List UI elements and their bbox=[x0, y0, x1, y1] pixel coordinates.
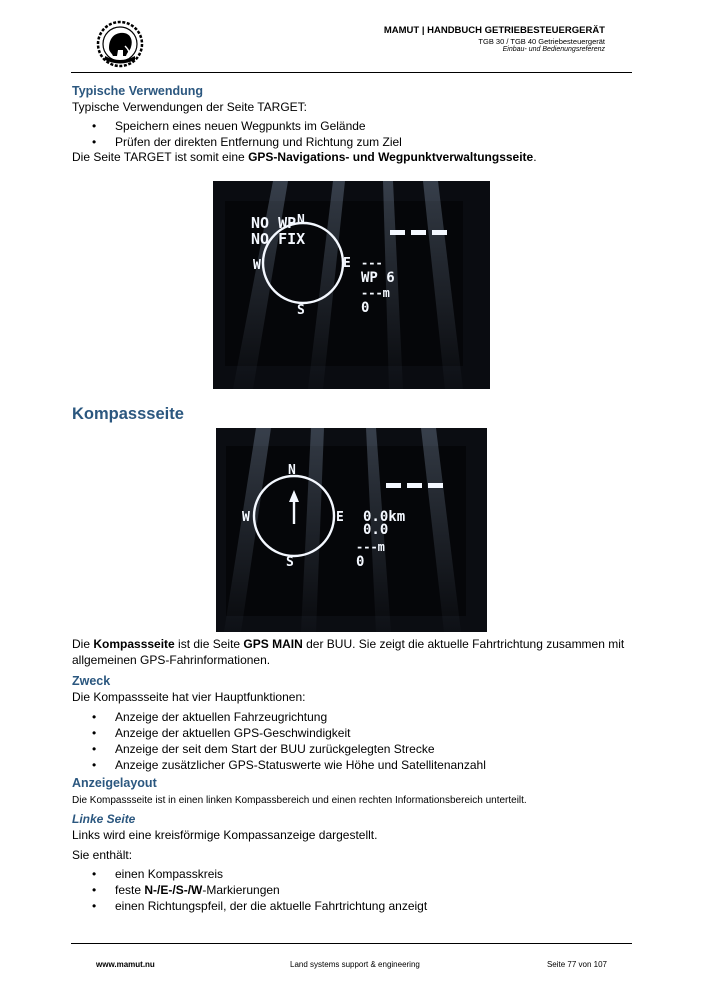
target-speed-text: --- bbox=[361, 256, 383, 270]
target-west-label: W bbox=[253, 258, 261, 273]
list-item: • Anzeige der seit dem Start der BUU zurückgelegten Strecke bbox=[72, 741, 486, 757]
compass-west-label: W bbox=[242, 510, 250, 525]
target-uses-list bbox=[72, 118, 402, 150]
list-item: • einen Richtungspfeil, der die aktuelle Fahrtrichtung anzeigt bbox=[72, 898, 427, 914]
intro-bold-gps-main: GPS MAIN bbox=[243, 637, 303, 651]
footer-company: Land systems support & engineering bbox=[290, 960, 420, 969]
heading-linke-seite: Linke Seite bbox=[72, 812, 136, 826]
item-text: -Markierungen bbox=[202, 883, 280, 897]
compass-east-label: E bbox=[336, 510, 344, 525]
compass-value-text: 0.0 bbox=[363, 522, 389, 538]
target-east-label: E bbox=[343, 256, 351, 271]
compass-zero-text: 0 bbox=[356, 554, 365, 570]
target-north-label: N bbox=[297, 213, 305, 228]
compass-speed-text: 0.0km bbox=[363, 509, 406, 525]
footer-page-number: Seite 77 von 107 bbox=[546, 960, 607, 969]
list-item: • Anzeige der aktuellen Fahrzeugrichtung bbox=[72, 709, 486, 725]
zweck-list bbox=[72, 709, 486, 773]
header-block bbox=[384, 25, 605, 55]
paragraph-compass-intro bbox=[72, 636, 632, 668]
list-item: • Speichern eines neuen Wegpunkts im Gelände bbox=[72, 118, 402, 134]
target-nofix-text: NO FIX bbox=[251, 230, 306, 248]
target-display-photo bbox=[213, 181, 490, 389]
intro-text: Die bbox=[72, 637, 94, 651]
header-subtitle: TGB 30 / TGB 40 Getriebesteuergerät bbox=[478, 36, 605, 46]
item-text: feste bbox=[115, 883, 145, 897]
mamut-logo bbox=[95, 20, 145, 68]
intro-text: ist die Seite bbox=[174, 637, 244, 651]
target-zero-text: 0 bbox=[361, 300, 370, 316]
summary-bold: GPS-Navigations- und Wegpunktverwaltungsseite bbox=[248, 150, 534, 164]
paragraph-sie-enthaelt: Sie enthält: bbox=[72, 848, 133, 862]
compass-display-photo bbox=[216, 428, 487, 632]
header-reference: Einbau- und Bedienungsreferenz bbox=[502, 46, 605, 54]
target-dist-text: ---m bbox=[361, 286, 390, 300]
summary-end: . bbox=[533, 150, 537, 164]
summary-text: Die Seite TARGET ist somit eine bbox=[72, 150, 249, 164]
list-item: • Prüfen der direkten Entfernung und Richtung zum Ziel bbox=[72, 134, 402, 150]
compass-south-label: S bbox=[286, 555, 294, 570]
paragraph-anzeigelayout: Die Kompassseite ist in einen linken Kompassbereich und einen rechten Informationsbereich unterteilt. bbox=[72, 795, 527, 806]
heading-kompassseite: Kompassseite bbox=[72, 405, 184, 423]
compass-dist-text: ---m bbox=[356, 540, 385, 554]
compass-north-label: N bbox=[288, 463, 296, 478]
linke-seite-list bbox=[72, 866, 427, 914]
header-title: MAMUT | HANDBUCH GETRIEBESTEUERGERÄT bbox=[383, 25, 605, 36]
header-divider bbox=[71, 72, 632, 73]
paragraph-target-intro: Typische Verwendungen der Seite TARGET: bbox=[72, 100, 308, 114]
paragraph-zweck-intro: Die Kompassseite hat vier Hauptfunktionen: bbox=[72, 690, 306, 704]
intro-bold-kompassseite: Kompassseite bbox=[93, 637, 175, 651]
list-item: • einen Kompasskreis bbox=[72, 866, 427, 882]
paragraph-linke-seite: Links wird eine kreisförmige Kompassanzeige dargestellt. bbox=[72, 828, 378, 842]
list-item: • Anzeige der aktuellen GPS-Geschwindigkeit bbox=[72, 725, 486, 741]
list-item: • Anzeige zusätzlicher GPS-Statuswerte wie Höhe und Satellitenanzahl bbox=[72, 757, 486, 773]
target-wp-text: WP 6 bbox=[361, 270, 395, 286]
footer-divider bbox=[71, 943, 632, 944]
heading-zweck: Zweck bbox=[72, 674, 111, 688]
paragraph-target-summary bbox=[72, 149, 632, 165]
item-bold: N-/E-/S-/W bbox=[144, 883, 203, 897]
footer-website: www.mamut.nu bbox=[96, 960, 155, 969]
list-item bbox=[72, 882, 427, 898]
target-nowp-text: NO WP bbox=[251, 214, 297, 232]
heading-anzeigelayout: Anzeigelayout bbox=[72, 776, 157, 790]
target-south-label: S bbox=[297, 303, 305, 318]
heading-typische-verwendung: Typische Verwendung bbox=[72, 84, 204, 98]
intro-text: der BUU. Sie zeigt die aktuelle Fahrtrichtung zusammen mit allgemeinen GPS-Fahrinformationen. bbox=[72, 637, 625, 667]
